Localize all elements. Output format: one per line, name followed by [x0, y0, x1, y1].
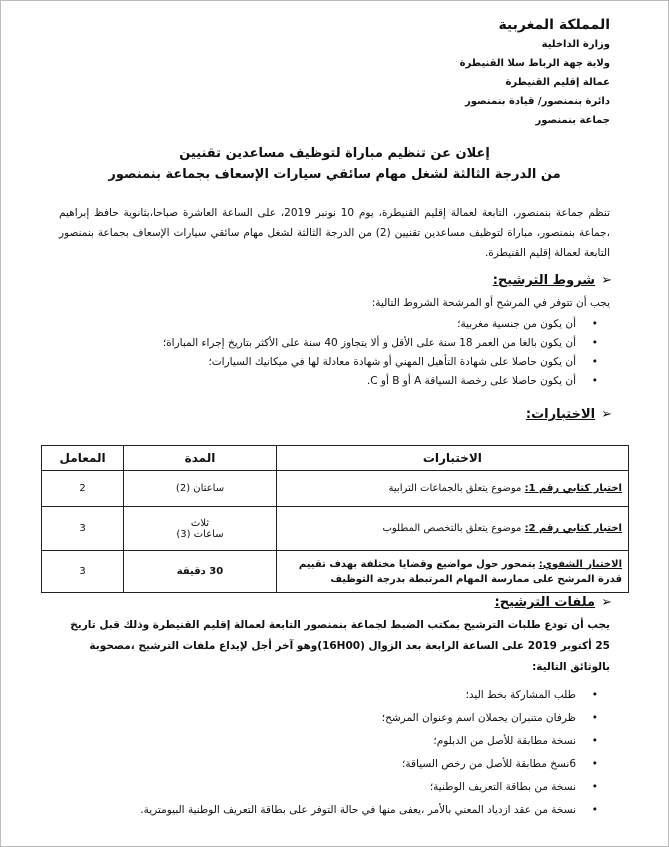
exam-cell: [276, 551, 628, 593]
ministry-name: وزارة الداخلية: [541, 39, 610, 50]
region-name: ولاية جهة الرباط سلا القنيطرة: [459, 58, 610, 69]
exam-label: اختبار كتابي رقم 1:: [524, 483, 622, 494]
files-lead: يجب أن تودع طلبات الترشيح بمكتب الضبط لجماعة بنمنصور التابعة لعمالة إقليم القنيطرة وذلك قبل تاريخ 25 أكتوبر 2019 على الساعة الرابعة بعد الزوال (16H00)وهو آخر أجل لإيداع ملفات الترشيح ،مصحوبة بالوثائق التالية:: [70, 619, 610, 673]
table-row: [42, 471, 629, 507]
exam-description: يتمحور حول مواضيع وقضايا مختلفة بهدف تقييم قدرة المرشح على ممارسة المهام المرتبطة بدرجة التوظيف: [298, 558, 622, 585]
list-item: • 6نسخ مطابقة للأصل من رخص السياقة؛: [59, 753, 598, 776]
list-item: • نسخة من بطاقة التعريف الوطنية؛: [59, 776, 598, 799]
intro-paragraph: تنظم جماعة بنمنصور، التابعة لعمالة إقليم القنيطرة، يوم 10 نونبر 2019، على الساعة العاشرة صباحا،بثانوية حافظ إبراهيم ،جماعة بنمنصور، مباراة لتوظيف مساعدين تقنيين (2) من الدرجة الثالثة لشغل مهام سائقي سيارات الإسعاف بجماعة بنمنصور التابعة لعمالة إقليم القنيطرة.: [59, 207, 611, 259]
list-item: • أن يكون حاصلا على شهادة التأهيل المهني أو شهادة معادلة لها في ميكانيك السيارات؛: [59, 353, 598, 372]
duration-cell: ساعتان (2): [124, 471, 277, 507]
list-item: • ظرفان متنبران يحملان اسم وعنوان المرشح؛: [59, 707, 598, 730]
column-header-coefficient: المعامل: [42, 446, 124, 471]
announcement-title-line-2: من الدرجة الثالثة لشغل مهام سائقي سيارات الإسعاف بجماعة بنمنصور: [108, 167, 561, 182]
exam-label: الاختبار الشفوي:: [538, 558, 622, 570]
exam-label: اختبار كتابي رقم 2:: [524, 523, 622, 534]
list-item: • نسخة مطابقة للأصل من الدبلوم؛: [59, 730, 598, 753]
province-name: عمالة إقليم القنيطرة: [505, 77, 610, 88]
list-item: • أن يكون بالغا من العمر 18 سنة على الأقل و ألا يتجاوز 40 سنة على الأكثر بتاريخ إجراء المباراة؛: [59, 334, 598, 353]
exam-description: موضوع يتعلق بالتخصص المطلوب: [382, 523, 522, 534]
coefficient-cell: 3: [42, 551, 124, 593]
column-header-duration: المدة: [124, 446, 277, 471]
arrow-bullet-icon: ➢: [601, 273, 612, 288]
duration-line-1: ثلاث: [190, 517, 210, 529]
exams-heading: [526, 407, 612, 422]
kingdom-name: المملكة المغربية: [498, 17, 610, 33]
exams-heading-text: الاختبارات:: [525, 407, 596, 422]
announcement-title-line-1: إعلان عن تنظيم مباراة لتوظيف مساعدين تقنيين: [179, 146, 490, 161]
files-list: [59, 684, 598, 821]
conditions-heading-text: شروط الترشيح:: [492, 273, 596, 288]
table-header-row: [42, 446, 629, 471]
duration-cell: [124, 507, 277, 551]
exam-cell: [276, 507, 628, 551]
list-item: • أن يكون حاصلا على رخصة السياقة A أو B أو C.: [59, 372, 598, 391]
coefficient-cell: 2: [42, 471, 124, 507]
commune-name: جماعة بنمنصور: [535, 115, 610, 126]
exam-cell: [276, 471, 628, 507]
district-name: دائرة بنمنصور/ قيادة بنمنصور: [465, 96, 610, 107]
conditions-list: [59, 315, 598, 391]
arrow-bullet-icon: ➢: [601, 595, 612, 610]
exams-table: [41, 445, 629, 593]
table-row: [42, 507, 629, 551]
table-row: [42, 551, 629, 593]
exam-description: موضوع يتعلق بالجماعات الترابية: [388, 483, 522, 494]
conditions-heading: [493, 273, 612, 288]
list-item: • طلب المشاركة بخط اليد؛: [59, 684, 598, 707]
letterhead: [350, 15, 610, 130]
list-item: • نسخة من عقد ازدياد المعني بالأمر ،يعفى منها في حالة التوفر على بطاقة التعريف الوطنية البيومترية.: [59, 799, 598, 821]
list-item: • أن يكون من جنسية مغربية؛: [59, 315, 598, 334]
arrow-bullet-icon: ➢: [601, 407, 612, 422]
files-heading: [495, 595, 612, 610]
conditions-lead: يجب أن تتوفر في المرشح أو المرشحة الشروط التالية:: [371, 297, 610, 309]
column-header-exam: الاختبارات: [276, 446, 628, 471]
files-heading-text: ملفات الترشيح:: [494, 595, 596, 610]
coefficient-cell: 3: [42, 507, 124, 551]
duration-cell: 30 دقيقة: [124, 551, 277, 593]
duration-line-2: ساعات (3): [176, 528, 224, 540]
